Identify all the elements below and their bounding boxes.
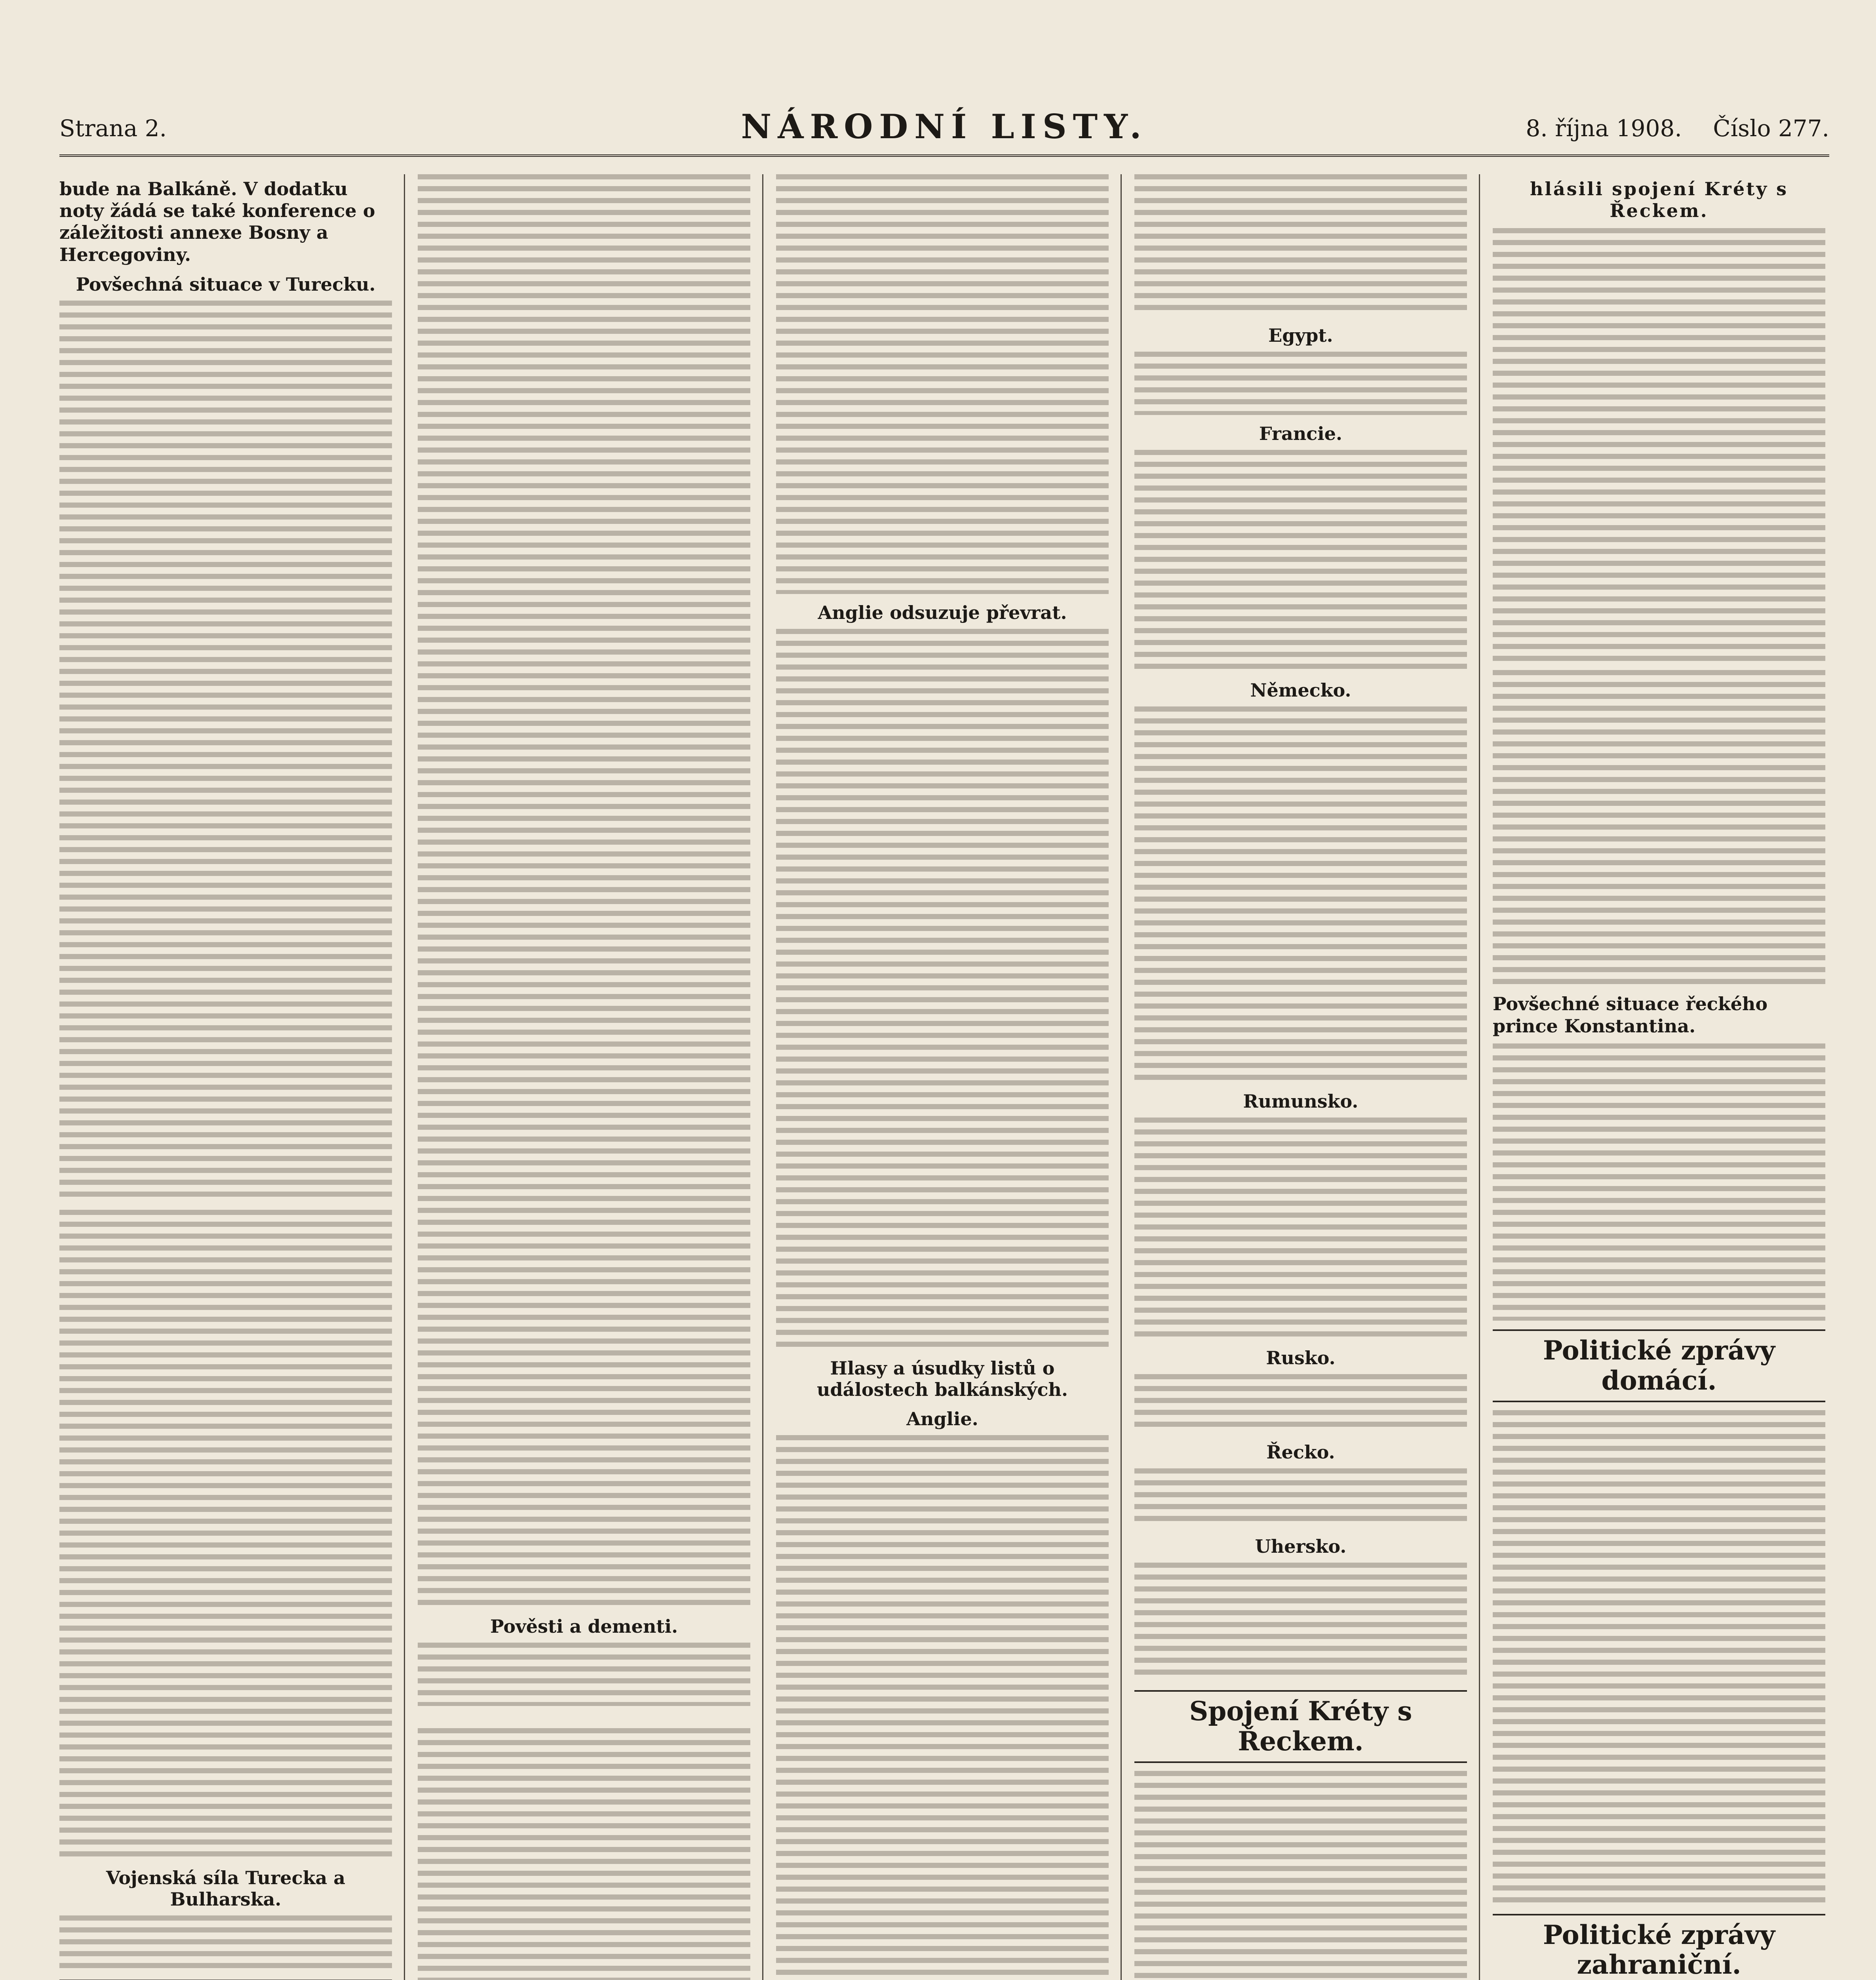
- article-subheading: Rumunsko.: [1243, 1091, 1358, 1112]
- article-heading: Povšechné situace řeckého prince Konstantina.: [1493, 993, 1768, 1037]
- newspaper-page: [59, 95, 1829, 1980]
- column-1: [59, 174, 392, 1980]
- article-subheading: Francie.: [1259, 423, 1343, 444]
- column-rule: [762, 174, 763, 1980]
- issue-number: Číslo 277.: [1713, 115, 1829, 142]
- body-text: [1493, 228, 1825, 664]
- page-number: Strana 2.: [59, 115, 167, 142]
- article-subheading: Řecko.: [1266, 1441, 1335, 1463]
- issue-info: [1502, 115, 1829, 142]
- body-text: [59, 1915, 392, 1971]
- column-rule: [1479, 174, 1480, 1980]
- article-heading: Povšechná situace v Turecku.: [76, 273, 376, 295]
- article-heading: Anglie odsuzuje převrat.: [818, 602, 1067, 623]
- article-subheading: Rusko.: [1266, 1347, 1336, 1369]
- article-subheading: Anglie.: [906, 1408, 978, 1430]
- article-subheading: Uhersko.: [1255, 1536, 1347, 1557]
- body-text: [776, 174, 1109, 594]
- body-text: [418, 1643, 750, 1706]
- column-2: [418, 174, 750, 1980]
- article-heading: Pověsti a dementi.: [490, 1616, 678, 1637]
- column-3: [776, 174, 1109, 1980]
- article-heading: Vojenská síla Turecka a Bulharska.: [106, 1867, 346, 1910]
- column-5: [1493, 174, 1825, 1980]
- body-text: [1134, 1374, 1467, 1434]
- body-text: [1134, 450, 1467, 672]
- body-text: [1493, 1410, 1825, 1905]
- issue-date: 8. října 1908.: [1526, 115, 1682, 142]
- body-text: [1134, 174, 1467, 317]
- article-heading: Hlasy a úsudky listů o událostech balkánských.: [817, 1357, 1068, 1400]
- masthead: [59, 95, 1829, 157]
- body-text: [418, 174, 750, 1608]
- article-subheading: Německo.: [1250, 680, 1351, 701]
- lead-headline: hlásili spojení Kréty s Řeckem.: [1530, 178, 1788, 222]
- body-text: [1134, 1118, 1467, 1339]
- section-heading: Politické zprávy domácí.: [1493, 1329, 1825, 1402]
- section-heading: Politické zprávy zahraniční.: [1493, 1914, 1825, 1980]
- body-text: [776, 1435, 1109, 1980]
- body-text: [1493, 1043, 1825, 1321]
- column-rule: [404, 174, 405, 1980]
- body-text: [59, 1210, 392, 1859]
- column-4: [1134, 174, 1467, 1980]
- article-subheading: Egypt.: [1268, 325, 1333, 346]
- section-heading: Spojení Kréty s Řeckem.: [1134, 1690, 1467, 1763]
- body-text: [1134, 1771, 1467, 1980]
- body-text: [1134, 1468, 1467, 1528]
- body-text: [1134, 352, 1467, 415]
- body-text: [1134, 706, 1467, 1083]
- newspaper-title: NÁRODNÍ LISTY.: [741, 107, 1148, 146]
- body-text: [418, 1728, 750, 1980]
- column-rule: [1121, 174, 1122, 1980]
- body-text: [1493, 670, 1825, 987]
- body-text: [776, 629, 1109, 1350]
- body-text: [1134, 1563, 1467, 1681]
- lead-headline: bude na Balkáně. V dodatku noty žádá se také konference o záležitosti annexe Bosny a Hercegoviny.: [59, 178, 375, 265]
- body-text: [59, 301, 392, 1203]
